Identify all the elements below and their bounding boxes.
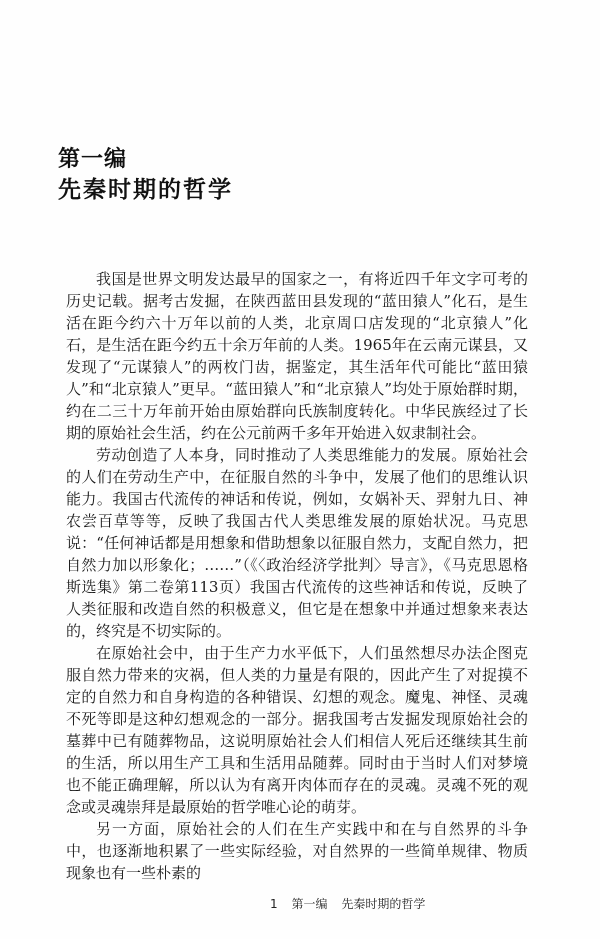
paragraph: 另一方面，原始社会的人们在生产实践中和在与自然界的斗争中，也逐渐地积累了一些实际经验，对自然界的一些简单规律、物质现象也有一些朴素的	[66, 820, 528, 882]
page-number: 1	[270, 897, 278, 911]
running-footer	[270, 895, 425, 912]
part-title: 先秦时期的哲学	[58, 177, 233, 203]
footer-part-label: 第一编	[291, 897, 328, 911]
part-heading	[58, 145, 233, 205]
paragraph: 我国是世界文明发达最早的国家之一，有将近四千年文字可考的历史记载。据考古发掘，在陕西蓝田县发现的“蓝田猿人”化石，是生活在距今约六十万年以前的人类，北京周口店发现的“北京猿人”化石，是生活在距今约五十余万年前的人类。1965年在云南元谋县，又发现了“元谋猿人”的两枚门齿，据鉴定，其生活年代可能比“蓝田猿人”和“北京猿人”更早。“蓝田猿人”和“北京猿人”均处于原始群时期，约在二三十万年前开始由原始群向氏族制度转化。中华民族经过了长期的原始社会生活，约在公元前两千多年开始进入奴隶制社会。	[66, 270, 528, 442]
part-label: 第一编	[58, 147, 128, 172]
paragraph: 在原始社会中，由于生产力水平低下，人们虽然想尽办法企图克服自然力带来的灾祸，但人类的力量是有限的，因此产生了对捉摸不定的自然力和自身构造的各种错误、幻想的观念。魔鬼、神怪、灵魂不死等即是这种幻想观念的一部分。据我国考古发掘发现原始社会的墓葬中已有随葬物品，这说明原始社会人们相信人死后还继续其生前的生活，所以用生产工具和生活用品随葬。同时由于当时人们对梦境也不能正确理解，所以认为有离开肉体而存在的灵魂。灵魂不死的观念或灵魂崇拜是最原始的哲学唯心论的萌芽。	[66, 644, 528, 816]
body-text	[66, 268, 528, 884]
footer-part-title: 先秦时期的哲学	[341, 897, 426, 911]
paragraph: 劳动创造了人本身，同时推动了人类思维能力的发展。原始社会的人们在劳动生产中，在征服自然的斗争中，发展了他们的思维认识能力。我国古代流传的神话和传说，例如，女娲补天、羿射九日、神农尝百草等等，反映了我国古代人类思维发展的原始状况。马克思说：“任何神话都是用想象和借助想象以征服自然力，支配自然力，把自然力加以形象化；……”（《〈政治经济学批判〉导言》，《马克思恩格斯选集》第二卷第113页）我国古代流传的这些神话和传说，反映了人类征服和改造自然的积极意义，但它是在想象中并通过想象来表达的，终究是不切实际的。	[66, 446, 528, 640]
